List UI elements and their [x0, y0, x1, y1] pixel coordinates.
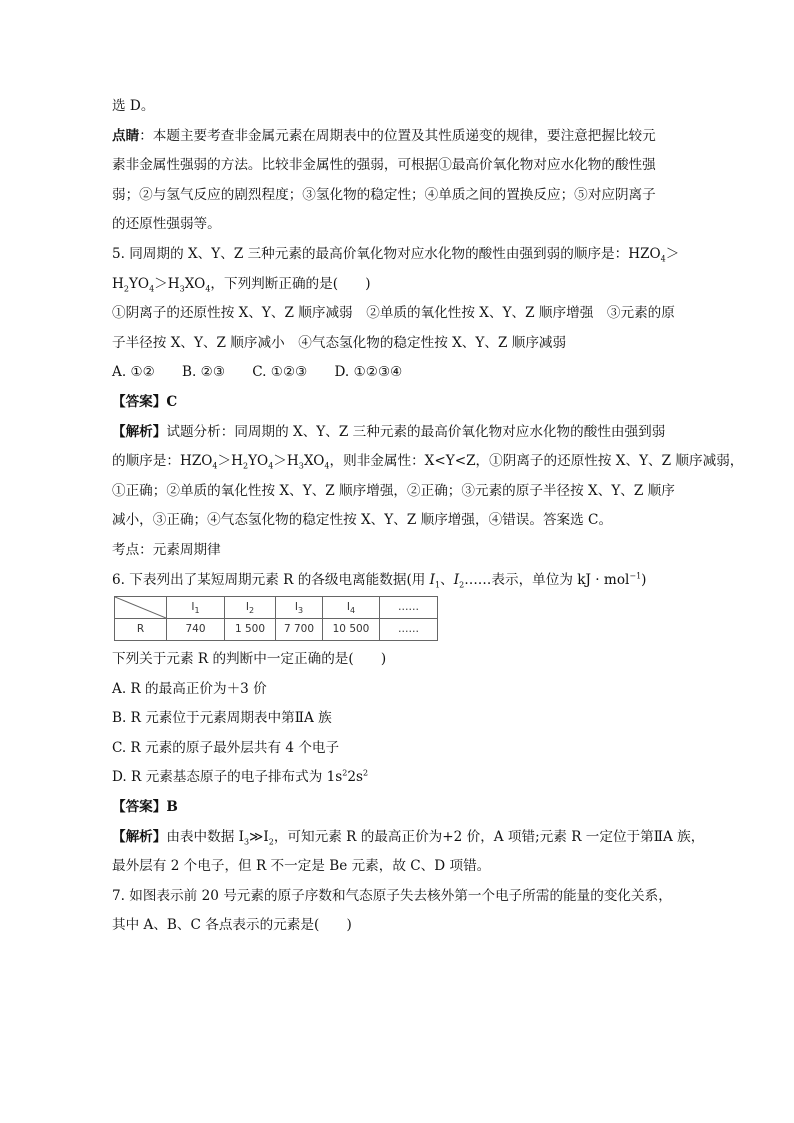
table-cell: 1 500: [225, 619, 276, 641]
text-line: 素非金属性强弱的方法。比较非金属性的强弱，可根据①最高价氧化物对应水化物的酸性强: [112, 157, 656, 174]
question-6-option-c: C. R 元素的原子最外层共有 4 个电子: [112, 739, 340, 756]
table-row: [115, 619, 438, 641]
text-line: 选 D。: [112, 98, 155, 114]
table-cell: 10 500: [323, 619, 380, 641]
question-5-stem-2: $H_2YO_4>H_3XO_4$，下列判断正确的是( ): [112, 275, 371, 294]
text-line: 的还原性强弱等。: [112, 216, 221, 233]
table-header-cell: $I_2$: [225, 597, 276, 619]
question-6-option-a: A. R 的最高正价为＋3 价: [112, 680, 267, 697]
bold-label: 点睛: [112, 127, 140, 144]
question-5-statements-2: 子半径按 X、Y、Z 顺序减小 ④气态氢化物的稳定性按 X、Y、Z 顺序减弱: [112, 334, 567, 351]
table-cell: 740: [167, 619, 225, 641]
question-6-prompt: 下列关于元素 R 的判断中一定正确的是( ): [112, 651, 387, 668]
question-5-options: A. ①② B. ②③ C. ①②③ D. ①②③④: [112, 364, 403, 381]
question-5-explanation-4: 减小，③正确；④气态氢化物的稳定性按 X、Y、Z 顺序增强，④错误。答案选 C。: [112, 512, 613, 529]
question-6-explanation: 【解析】由表中数据 $I_3≫I_2$，可知元素 R 的最高正价为+2 价，A 项错;元素 R 一定位于第ⅡA 族，: [112, 828, 705, 847]
ionization-energy-table: [114, 596, 438, 641]
question-5-explanation-2: 的顺序是：$HZO_4>H_2YO_4>H_3XO_4$，则非金属性：X<Y<Z，①阴离子的还原性按 X、Y、Z 顺序减弱，: [112, 453, 744, 471]
question-6-stem: 6. 下表列出了某短周期元素 R 的各级电离能数据(用 $I_1$、$I_2\dots\dots$表示，单位为 kJ · mol$^{-1}$): [112, 570, 647, 590]
table-header-cell: $I_3$: [276, 597, 323, 619]
question-5-explanation-3: ①正确；②单质的氧化性按 X、Y、Z 顺序增强，②正确；③元素的原子半径按 X、Y、Z 顺序: [112, 482, 675, 499]
diagonal-corner-cell: [115, 597, 167, 619]
question-5-explanation: 【解析】试题分析：同周期的 X、Y、Z 三种元素的最高价氧化物对应水化物的酸性由强到弱: [112, 423, 666, 440]
question-7-stem-2: 其中 A、B、C 各点表示的元素是( ): [112, 917, 352, 934]
question-6-explanation-2: 最外层有 2 个电子，但 R 不一定是 Be 元素，故 C、D 项错。: [112, 858, 491, 875]
question-5-answer: 【答案】C: [112, 393, 178, 410]
table-header-cell: $I_1$: [167, 597, 225, 619]
diagonal-line: [115, 597, 166, 618]
table-row-label: R: [115, 619, 167, 641]
table-cell: 7 700: [276, 619, 323, 641]
table-header-cell: ……: [380, 597, 438, 619]
ionization-table-wrapper: [114, 596, 672, 642]
text-line: 弱；②与氢气反应的剧烈程度；③氢化物的稳定性；④单质之间的置换反应；⑤对应阴离子: [112, 186, 656, 203]
question-7-stem: 7. 如图表示前 20 号元素的原子序数和气态原子失去核外第一个电子所需的能量的变化关系，: [112, 887, 672, 904]
document-page: [112, 92, 744, 941]
question-6-option-d: D. R 元素基态原子的电子排布式为 $1s^22s^2$: [112, 768, 369, 786]
text-line: [112, 122, 672, 152]
question-5-statements: ①阴离子的还原性按 X、Y、Z 顺序减弱 ②单质的氧化性按 X、Y、Z 顺序增强 ③元素的原: [112, 305, 675, 322]
text-fragment: ：本题主要考查非金属元素在周期表中的位置及其性质递变的规律，要注意把握比较元: [139, 127, 656, 144]
question-5-stem: 5. 同周期的 X、Y、Z 三种元素的最高价氧化物对应水化物的酸性由强到弱的顺序是：$HZO_4>$: [112, 245, 680, 264]
question-5-keypoint: 考点：元素周期律: [112, 541, 221, 558]
table-cell: ……: [380, 619, 438, 641]
question-6-option-b: B. R 元素位于元素周期表中第ⅡA 族: [112, 710, 332, 727]
question-6-answer: 【答案】B: [112, 799, 178, 816]
table-header-row: [115, 597, 438, 619]
table-header-cell: $I_4$: [323, 597, 380, 619]
